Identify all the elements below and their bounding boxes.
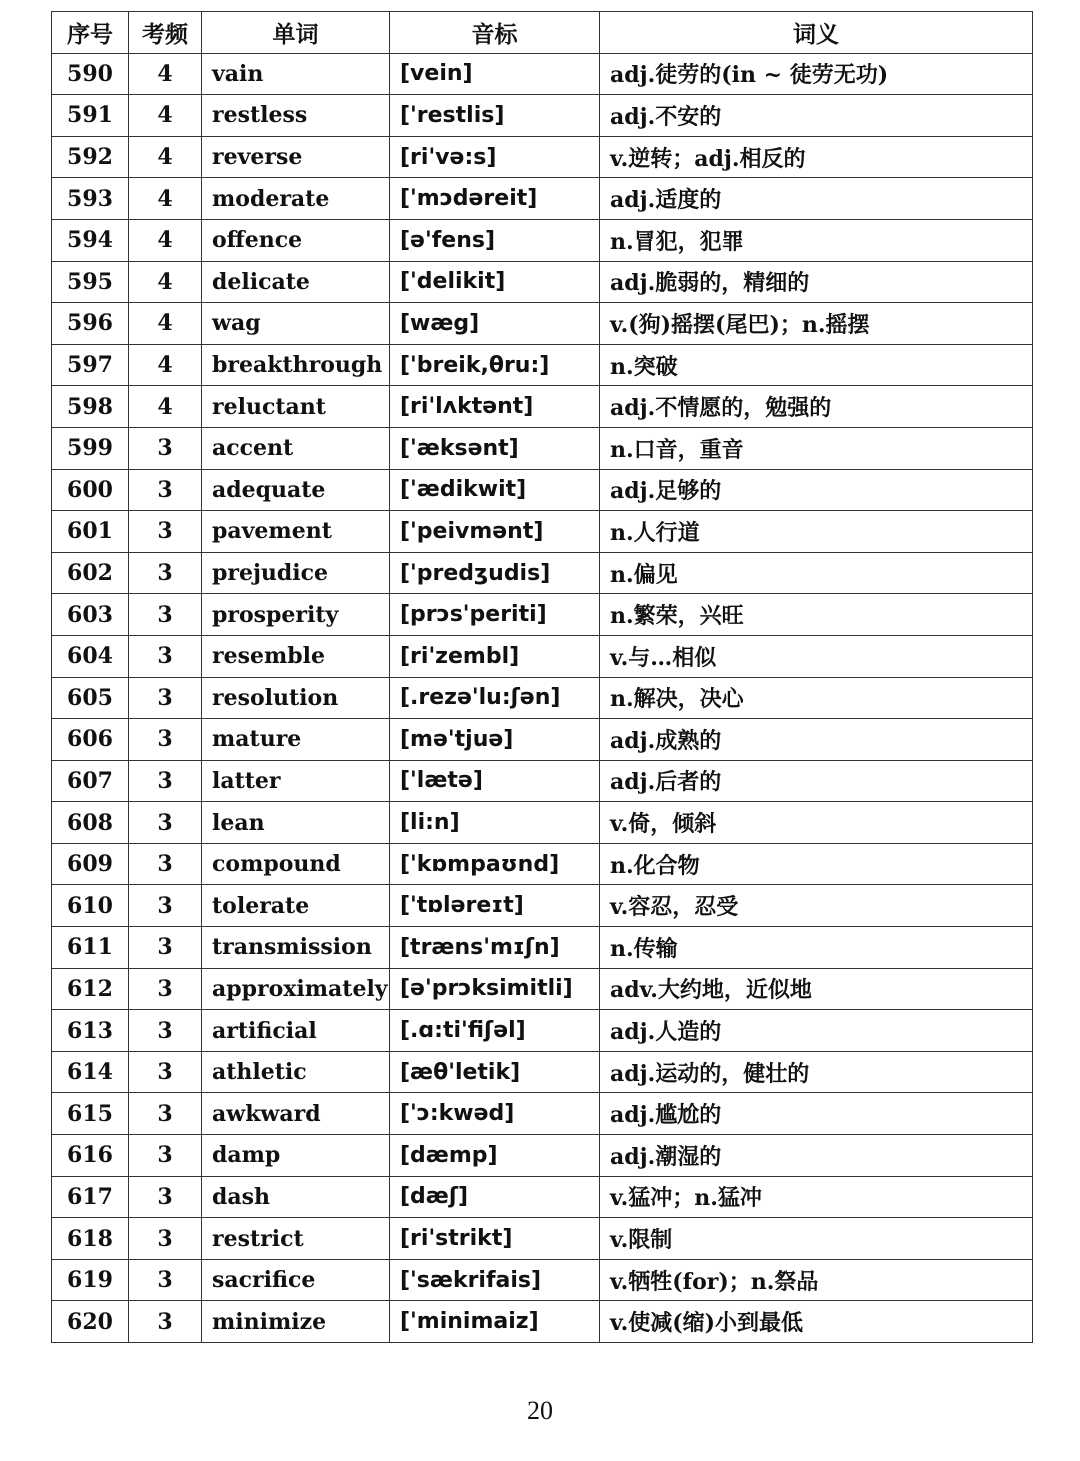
row-definition: v.使减(缩)小到最低 [600, 1301, 1033, 1343]
row-number: 607 [52, 760, 129, 802]
row-phonetic: ['mɔdəreit] [390, 178, 600, 220]
row-number: 602 [52, 552, 129, 594]
row-frequency: 3 [129, 719, 202, 761]
table-row [52, 511, 1033, 553]
table-row [52, 968, 1033, 1010]
row-definition: adj.适度的 [600, 178, 1033, 220]
row-number: 601 [52, 511, 129, 553]
row-phonetic: [træns'mɪʃn] [390, 927, 600, 969]
table-row [52, 760, 1033, 802]
row-frequency: 3 [129, 1301, 202, 1343]
row-phonetic: [dæʃ] [390, 1176, 600, 1218]
row-phonetic: [.ɑ:ti'fiʃəl] [390, 1010, 600, 1052]
row-word: accent [202, 427, 390, 469]
table-row [52, 344, 1033, 386]
row-phonetic: [ri'və:s] [390, 136, 600, 178]
row-number: 593 [52, 178, 129, 220]
row-phonetic: [dæmp] [390, 1135, 600, 1177]
row-word: prejudice [202, 552, 390, 594]
row-definition: v.(狗)摇摆(尾巴)；n.摇摆 [600, 303, 1033, 345]
row-number: 597 [52, 344, 129, 386]
row-word: sacrifice [202, 1259, 390, 1301]
row-definition: adj.人造的 [600, 1010, 1033, 1052]
row-definition: n.人行道 [600, 511, 1033, 553]
row-phonetic: ['ɔ:kwəd] [390, 1093, 600, 1135]
row-phonetic: ['tɒləreɪt] [390, 885, 600, 927]
row-frequency: 3 [129, 885, 202, 927]
row-frequency: 3 [129, 552, 202, 594]
row-number: 613 [52, 1010, 129, 1052]
table-row [52, 927, 1033, 969]
row-word: resemble [202, 635, 390, 677]
row-definition: v.与…相似 [600, 635, 1033, 677]
row-word: pavement [202, 511, 390, 553]
row-number: 611 [52, 927, 129, 969]
header-definition: 词义 [600, 12, 1033, 54]
row-definition: adj.不安的 [600, 95, 1033, 137]
row-frequency: 4 [129, 95, 202, 137]
row-number: 598 [52, 386, 129, 428]
row-phonetic: [ri'zembl] [390, 635, 600, 677]
row-frequency: 3 [129, 594, 202, 636]
row-phonetic: ['restlis] [390, 95, 600, 137]
row-word: adequate [202, 469, 390, 511]
header-frequency: 考频 [129, 12, 202, 54]
table-row [52, 386, 1033, 428]
row-number: 608 [52, 802, 129, 844]
row-frequency: 4 [129, 344, 202, 386]
table-row [52, 885, 1033, 927]
table-row [52, 802, 1033, 844]
table-row [52, 594, 1033, 636]
row-frequency: 3 [129, 427, 202, 469]
table-row [52, 1176, 1033, 1218]
row-definition: adj.不情愿的，勉强的 [600, 386, 1033, 428]
row-phonetic: [æθ'letik] [390, 1051, 600, 1093]
row-phonetic: ['minimaiz] [390, 1301, 600, 1343]
table-row [52, 1218, 1033, 1260]
row-phonetic: [mə'tjuə] [390, 719, 600, 761]
row-definition: v.牺牲(for)；n.祭品 [600, 1259, 1033, 1301]
row-phonetic: ['ædikwit] [390, 469, 600, 511]
row-number: 590 [52, 53, 129, 95]
row-frequency: 4 [129, 53, 202, 95]
row-word: damp [202, 1135, 390, 1177]
row-phonetic: [li:n] [390, 802, 600, 844]
row-definition: n.口音，重音 [600, 427, 1033, 469]
row-number: 619 [52, 1259, 129, 1301]
table-row [52, 1093, 1033, 1135]
row-number: 594 [52, 219, 129, 261]
row-phonetic: [vein] [390, 53, 600, 95]
row-word: compound [202, 843, 390, 885]
table-row [52, 136, 1033, 178]
row-word: reverse [202, 136, 390, 178]
row-number: 592 [52, 136, 129, 178]
row-definition: adj.脆弱的，精细的 [600, 261, 1033, 303]
row-number: 606 [52, 719, 129, 761]
row-frequency: 3 [129, 1218, 202, 1260]
row-word: lean [202, 802, 390, 844]
table-body [52, 53, 1033, 1342]
row-frequency: 3 [129, 511, 202, 553]
row-number: 612 [52, 968, 129, 1010]
row-frequency: 3 [129, 1176, 202, 1218]
table-row [52, 95, 1033, 137]
row-number: 614 [52, 1051, 129, 1093]
table-row [52, 1301, 1033, 1343]
row-definition: n.解决，决心 [600, 677, 1033, 719]
row-definition: n.繁荣，兴旺 [600, 594, 1033, 636]
page-number: 20 [527, 1396, 553, 1425]
row-number: 610 [52, 885, 129, 927]
row-phonetic: [.rezə'lu:ʃən] [390, 677, 600, 719]
row-definition: v.猛冲；n.猛冲 [600, 1176, 1033, 1218]
row-phonetic: ['predʒudis] [390, 552, 600, 594]
row-word: breakthrough [202, 344, 390, 386]
row-number: 609 [52, 843, 129, 885]
row-number: 604 [52, 635, 129, 677]
row-frequency: 4 [129, 261, 202, 303]
row-definition: adj.尴尬的 [600, 1093, 1033, 1135]
row-frequency: 3 [129, 802, 202, 844]
row-number: 620 [52, 1301, 129, 1343]
row-phonetic: ['sækrifais] [390, 1259, 600, 1301]
table-row [52, 552, 1033, 594]
row-frequency: 3 [129, 968, 202, 1010]
row-phonetic: [ri'strikt] [390, 1218, 600, 1260]
row-frequency: 3 [129, 843, 202, 885]
row-definition: adj.徒劳的(in ~ 徒劳无功) [600, 53, 1033, 95]
row-definition: v.容忍，忍受 [600, 885, 1033, 927]
row-word: approximately [202, 968, 390, 1010]
row-word: artificial [202, 1010, 390, 1052]
table-row [52, 635, 1033, 677]
row-word: awkward [202, 1093, 390, 1135]
row-phonetic: ['delikit] [390, 261, 600, 303]
row-phonetic: [wæg] [390, 303, 600, 345]
table-row [52, 677, 1033, 719]
row-frequency: 3 [129, 469, 202, 511]
row-definition: n.冒犯，犯罪 [600, 219, 1033, 261]
row-word: resolution [202, 677, 390, 719]
row-frequency: 3 [129, 1051, 202, 1093]
row-frequency: 3 [129, 677, 202, 719]
table-row [52, 1051, 1033, 1093]
header-phonetic: 音标 [390, 12, 600, 54]
row-phonetic: ['æksənt] [390, 427, 600, 469]
row-frequency: 4 [129, 219, 202, 261]
table-row [52, 469, 1033, 511]
row-word: transmission [202, 927, 390, 969]
row-number: 603 [52, 594, 129, 636]
row-word: restrict [202, 1218, 390, 1260]
row-word: moderate [202, 178, 390, 220]
header-word: 单词 [202, 12, 390, 54]
row-definition: n.传输 [600, 927, 1033, 969]
table-row [52, 427, 1033, 469]
row-definition: v.限制 [600, 1218, 1033, 1260]
row-number: 605 [52, 677, 129, 719]
table-row [52, 719, 1033, 761]
row-word: prosperity [202, 594, 390, 636]
row-number: 615 [52, 1093, 129, 1135]
table-row [52, 53, 1033, 95]
row-word: minimize [202, 1301, 390, 1343]
table-header-row [52, 12, 1033, 54]
row-phonetic: [ri'lʌktənt] [390, 386, 600, 428]
table-row [52, 843, 1033, 885]
row-number: 617 [52, 1176, 129, 1218]
row-definition: adj.成熟的 [600, 719, 1033, 761]
row-word: restless [202, 95, 390, 137]
table-row [52, 261, 1033, 303]
row-frequency: 3 [129, 1259, 202, 1301]
row-word: latter [202, 760, 390, 802]
table-row [52, 303, 1033, 345]
row-frequency: 4 [129, 386, 202, 428]
row-frequency: 3 [129, 635, 202, 677]
vocabulary-table [51, 11, 1033, 1343]
row-number: 599 [52, 427, 129, 469]
row-word: offence [202, 219, 390, 261]
row-definition: v.倚，倾斜 [600, 802, 1033, 844]
header-number: 序号 [52, 12, 129, 54]
row-definition: n.化合物 [600, 843, 1033, 885]
table-row [52, 219, 1033, 261]
row-number: 596 [52, 303, 129, 345]
row-frequency: 3 [129, 1093, 202, 1135]
row-number: 600 [52, 469, 129, 511]
row-phonetic: [ə'prɔksimitli] [390, 968, 600, 1010]
row-phonetic: [ə'fens] [390, 219, 600, 261]
row-word: vain [202, 53, 390, 95]
row-definition: n.偏见 [600, 552, 1033, 594]
row-word: reluctant [202, 386, 390, 428]
row-definition: adj.运动的，健壮的 [600, 1051, 1033, 1093]
row-frequency: 4 [129, 303, 202, 345]
row-phonetic: ['lætə] [390, 760, 600, 802]
row-definition: adj.后者的 [600, 760, 1033, 802]
row-definition: adj.足够的 [600, 469, 1033, 511]
row-frequency: 3 [129, 760, 202, 802]
row-frequency: 4 [129, 136, 202, 178]
row-definition: v.逆转；adj.相反的 [600, 136, 1033, 178]
row-phonetic: ['peivmənt] [390, 511, 600, 553]
row-word: tolerate [202, 885, 390, 927]
row-phonetic: ['kɒmpaʊnd] [390, 843, 600, 885]
table-row [52, 1135, 1033, 1177]
table-row [52, 178, 1033, 220]
row-definition: adj.潮湿的 [600, 1135, 1033, 1177]
row-phonetic: ['breik,θru:] [390, 344, 600, 386]
row-word: mature [202, 719, 390, 761]
row-phonetic: [prɔs'periti] [390, 594, 600, 636]
row-number: 595 [52, 261, 129, 303]
row-number: 591 [52, 95, 129, 137]
row-definition: adv.大约地，近似地 [600, 968, 1033, 1010]
row-word: dash [202, 1176, 390, 1218]
table-row [52, 1010, 1033, 1052]
row-word: wag [202, 303, 390, 345]
row-word: athletic [202, 1051, 390, 1093]
row-frequency: 4 [129, 178, 202, 220]
row-frequency: 3 [129, 927, 202, 969]
row-number: 616 [52, 1135, 129, 1177]
table-row [52, 1259, 1033, 1301]
row-word: delicate [202, 261, 390, 303]
row-frequency: 3 [129, 1010, 202, 1052]
row-frequency: 3 [129, 1135, 202, 1177]
row-number: 618 [52, 1218, 129, 1260]
row-definition: n.突破 [600, 344, 1033, 386]
